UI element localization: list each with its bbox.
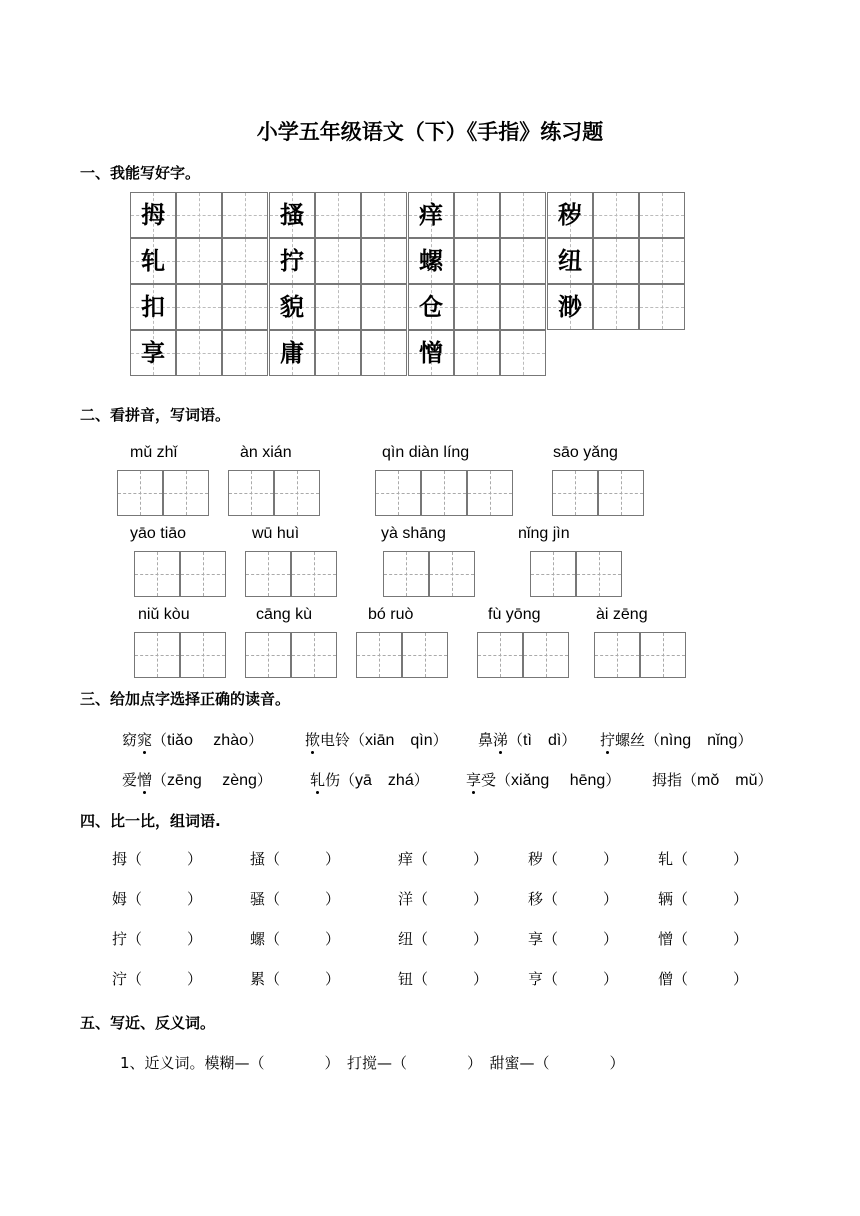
writing-cell (361, 192, 407, 238)
compare-item: 享（ ） (528, 930, 619, 948)
pinyin-label: niǔ kòu (138, 606, 190, 623)
model-character: 轧 (141, 246, 165, 275)
writing-cell (639, 284, 685, 330)
compare-item: 累（ ） (250, 970, 341, 988)
model-character: 纽 (558, 246, 582, 275)
model-character: 秽 (558, 200, 582, 229)
model-character: 拇 (141, 200, 165, 229)
section-2-heading: 二、看拼音，写词语。 (80, 406, 231, 424)
writing-cell (593, 284, 639, 330)
writing-cell (500, 238, 546, 284)
writing-cell (454, 192, 500, 238)
pinyin-label: mǔ zhǐ (130, 444, 178, 461)
compare-item: 痒（ ） (398, 850, 489, 868)
compare-item: 移（ ） (528, 890, 619, 908)
reading-choice-item: 窈窕（tiǎo zhào） (122, 731, 264, 749)
compare-item: 僧（ ） (658, 970, 749, 988)
writing-cell (454, 284, 500, 330)
answer-box[interactable] (429, 551, 475, 597)
answer-box[interactable] (375, 470, 421, 516)
writing-cell (500, 330, 546, 376)
writing-cell (315, 192, 361, 238)
pinyin-label: ài zēng (596, 606, 648, 623)
reading-choice-item: 拧螺丝（nìng nǐng） (600, 731, 753, 749)
compare-item: 骚（ ） (250, 890, 341, 908)
answer-box[interactable] (134, 551, 180, 597)
reading-choice-item: 揿电铃（xiān qìn） (305, 731, 448, 749)
compare-item: 秽（ ） (528, 850, 619, 868)
answer-box[interactable] (576, 551, 622, 597)
answer-box[interactable] (467, 470, 513, 516)
writing-cell (315, 330, 361, 376)
compare-item: 憎（ ） (658, 930, 749, 948)
compare-item: 钮（ ） (398, 970, 489, 988)
pinyin-label: sāo yǎng (553, 444, 618, 461)
pinyin-label: yāo tiāo (130, 525, 187, 542)
writing-cell (593, 238, 639, 284)
model-character: 拧 (280, 246, 304, 275)
writing-cell (593, 192, 639, 238)
answer-box[interactable] (530, 551, 576, 597)
answer-box[interactable] (402, 632, 448, 678)
writing-cell (176, 192, 222, 238)
model-character: 搔 (280, 200, 304, 229)
answer-box[interactable] (552, 470, 598, 516)
writing-cell (361, 284, 407, 330)
writing-cell (500, 284, 546, 330)
section-5-heading: 五、写近、反义词。 (80, 1014, 216, 1032)
writing-cell (500, 192, 546, 238)
model-character: 憎 (419, 338, 443, 367)
compare-item: 拧（ ） (112, 930, 203, 948)
pinyin-label: wū huì (252, 525, 300, 542)
compare-item: 泞（ ） (112, 970, 203, 988)
writing-cell (222, 238, 268, 284)
page-title: 小学五年级语文（下）《手指》练习题 (256, 120, 604, 144)
answer-box[interactable] (245, 632, 291, 678)
model-character: 痒 (419, 200, 443, 229)
compare-item: 辆（ ） (658, 890, 749, 908)
model-character: 貌 (280, 292, 304, 321)
model-character: 仓 (419, 292, 443, 321)
compare-item: 搔（ ） (250, 850, 341, 868)
answer-box[interactable] (134, 632, 180, 678)
pinyin-label: cāng kù (256, 606, 313, 623)
writing-cell (361, 330, 407, 376)
answer-box[interactable] (594, 632, 640, 678)
pinyin-label: fù yōng (488, 606, 541, 623)
compare-item: 姆（ ） (112, 890, 203, 908)
writing-cell (222, 284, 268, 330)
writing-cell (454, 238, 500, 284)
answer-box[interactable] (421, 470, 467, 516)
answer-box[interactable] (180, 551, 226, 597)
compare-item: 螺（ ） (250, 930, 341, 948)
writing-cell (315, 238, 361, 284)
section-3-heading: 三、给加点字选择正确的读音。 (80, 690, 291, 708)
answer-box[interactable] (291, 632, 337, 678)
reading-choice-item: 爱憎（zēng zèng） (122, 771, 272, 789)
model-character: 螺 (419, 246, 443, 275)
section-4-heading: 四、比一比，组词语. (80, 812, 221, 830)
pinyin-label: nǐng jìn (518, 525, 570, 542)
reading-choice-item: 拇指（mǒ mǔ） (652, 771, 773, 789)
answer-box[interactable] (117, 470, 163, 516)
answer-box[interactable] (291, 551, 337, 597)
answer-box[interactable] (180, 632, 226, 678)
answer-box[interactable] (523, 632, 569, 678)
model-character: 享 (141, 338, 165, 367)
answer-box[interactable] (245, 551, 291, 597)
model-character: 渺 (558, 292, 582, 321)
answer-box[interactable] (163, 470, 209, 516)
answer-box[interactable] (477, 632, 523, 678)
writing-cell (639, 238, 685, 284)
pinyin-label: àn xián (240, 444, 292, 461)
writing-cell (176, 238, 222, 284)
answer-box[interactable] (598, 470, 644, 516)
answer-box[interactable] (356, 632, 402, 678)
writing-cell (315, 284, 361, 330)
writing-cell (454, 330, 500, 376)
writing-cell (361, 238, 407, 284)
compare-item: 轧（ ） (658, 850, 749, 868)
model-character: 扣 (141, 292, 165, 321)
reading-choice-item: 鼻涕（tì dì） (478, 731, 577, 749)
answer-box[interactable] (274, 470, 320, 516)
pinyin-label: qìn diàn líng (382, 444, 470, 461)
reading-choice-item: 轧伤（yā zhá） (310, 771, 429, 789)
compare-item: 洋（ ） (398, 890, 489, 908)
answer-box[interactable] (640, 632, 686, 678)
reading-choice-item: 享受（xiǎng hēng） (466, 771, 621, 789)
pinyin-label: bó ruò (368, 606, 414, 623)
pinyin-label: yà shāng (381, 525, 446, 542)
section-1-heading: 一、我能写好字。 (80, 164, 201, 182)
compare-item: 亨（ ） (528, 970, 619, 988)
answer-box[interactable] (228, 470, 274, 516)
model-character: 庸 (280, 338, 304, 367)
writing-cell (222, 192, 268, 238)
compare-item: 拇（ ） (112, 850, 203, 868)
writing-cell (176, 330, 222, 376)
writing-cell (639, 192, 685, 238)
compare-item: 纽（ ） (398, 930, 489, 948)
writing-cell (222, 330, 268, 376)
synonym-line: 1、近义词。模糊—（ ） 打搅—（ ） 甜蜜—（ ） (120, 1054, 625, 1072)
writing-cell (176, 284, 222, 330)
answer-box[interactable] (383, 551, 429, 597)
